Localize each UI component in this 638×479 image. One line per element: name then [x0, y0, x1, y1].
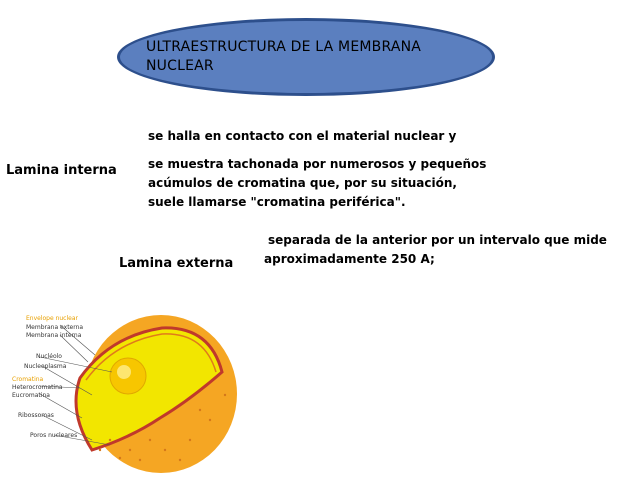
label-cromatina: Cromatina	[12, 376, 44, 383]
paragraph-externa-line-1: separada de la anterior por un intervalo que mide	[268, 233, 607, 247]
nucleolus-highlight	[117, 365, 131, 379]
paragraph-interna-line-2: se muestra tachonada por numerosos y pequeños	[148, 157, 487, 171]
paragraph-interna-line-4: suele llamarse "cromatina periférica".	[148, 195, 406, 209]
label-nucleoplasma: Nucleoplasma	[24, 363, 67, 370]
label-ribossomas: Ribossomas	[18, 412, 54, 419]
label-heterocromatina: Heterocromatina	[12, 384, 63, 391]
nuclear-envelope-diagram	[0, 300, 250, 475]
paragraph-interna-line-3: acúmulos de cromatina que, por su situación,	[148, 176, 457, 190]
lamina-externa-label: Lamina externa	[119, 256, 234, 271]
page-title	[146, 38, 466, 76]
label-poros: Poros nucleares	[30, 432, 78, 439]
label-envelope: Envelope nuclear	[26, 315, 78, 322]
paragraph-interna-line-1: se halla en contacto con el material nuclear y	[148, 129, 457, 143]
lamina-interna-label: Lamina interna	[6, 163, 117, 178]
label-nucleolo: Nucléolo	[36, 353, 62, 360]
paragraph-externa-line-2: aproximadamente 250 A;	[264, 252, 435, 266]
label-membrana-externa: Membrana externa	[26, 324, 84, 331]
label-membrana-interna: Membrana interna	[26, 332, 82, 339]
title-line-1: ULTRAESTRUCTURA DE LA MEMBRANA	[146, 39, 422, 55]
title-line-2: NUCLEAR	[146, 58, 214, 74]
label-eucromatina: Eucromatina	[12, 392, 50, 399]
